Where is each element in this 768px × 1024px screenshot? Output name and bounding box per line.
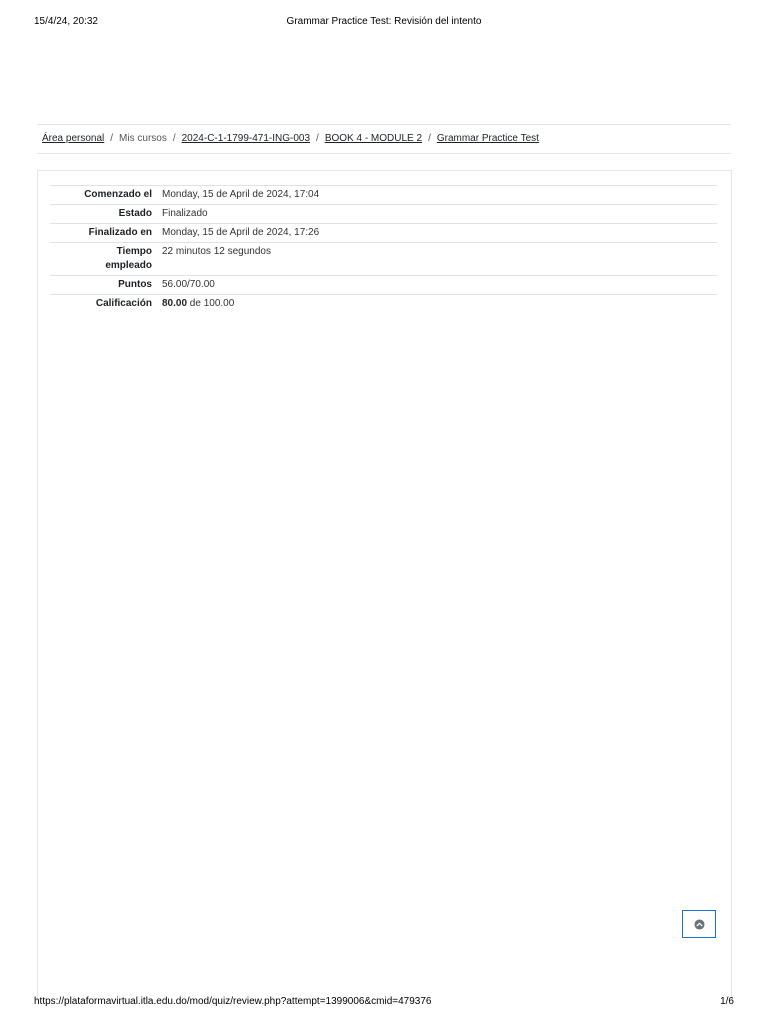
print-url: https://plataformavirtual.itla.edu.do/mod/quiz/review.php?attempt=1399006&cmid=479376 (34, 996, 432, 1007)
finished-label: Finalizado en (88, 227, 152, 238)
time-taken-label (50, 243, 156, 276)
attempt-summary-table (50, 185, 717, 313)
breadcrumb (37, 124, 731, 154)
breadcrumb-separator: / (316, 133, 319, 144)
print-title: Grammar Practice Test: Revisión del intento (286, 16, 482, 27)
chevron-up-circle-icon (694, 919, 705, 930)
breadcrumb-item-mis-cursos: Mis cursos (119, 133, 167, 144)
started-label: Comenzado el (84, 189, 152, 200)
table-row (50, 205, 717, 224)
print-footer (34, 996, 734, 1010)
grade-label: Calificación (95, 298, 152, 309)
print-datetime: 15/4/24, 20:32 (34, 16, 98, 27)
quiz-review-card (37, 170, 732, 1001)
print-header (34, 16, 734, 30)
table-row (50, 186, 717, 205)
grade-value: 80.00 (162, 298, 188, 309)
table-row (50, 276, 717, 295)
breadcrumb-separator: / (110, 133, 114, 144)
grade-cell (156, 295, 717, 314)
breadcrumb-separator: / (428, 133, 431, 144)
points-value: 56.00/70.00 (162, 279, 215, 290)
points-label: Puntos (118, 279, 152, 290)
time-taken-label-line2: empleado (105, 260, 152, 271)
back-to-top-button[interactable] (682, 910, 716, 938)
finished-value: Monday, 15 de April de 2024, 17:26 (162, 227, 320, 238)
grade-max: de 100.00 (187, 298, 235, 309)
breadcrumb-item-course[interactable]: 2024-C-1-1799-471-ING-003 (181, 133, 311, 144)
breadcrumb-item-module[interactable]: BOOK 4 - MODULE 2 (324, 133, 423, 144)
state-label: Estado (118, 208, 152, 219)
breadcrumb-item-area-personal[interactable]: Área personal (42, 133, 105, 144)
print-page-number: 1/6 (720, 996, 734, 1007)
time-taken-label-line1: Tiempo (116, 246, 152, 257)
table-row (50, 224, 717, 243)
table-row (50, 243, 717, 276)
time-taken-value: 22 minutos 12 segundos (162, 246, 271, 257)
breadcrumb-separator: / (172, 133, 176, 144)
state-value: Finalizado (162, 208, 208, 219)
breadcrumb-item-quiz[interactable]: Grammar Practice Test (436, 133, 539, 144)
table-row (50, 295, 717, 314)
started-value: Monday, 15 de April de 2024, 17:04 (162, 189, 320, 200)
